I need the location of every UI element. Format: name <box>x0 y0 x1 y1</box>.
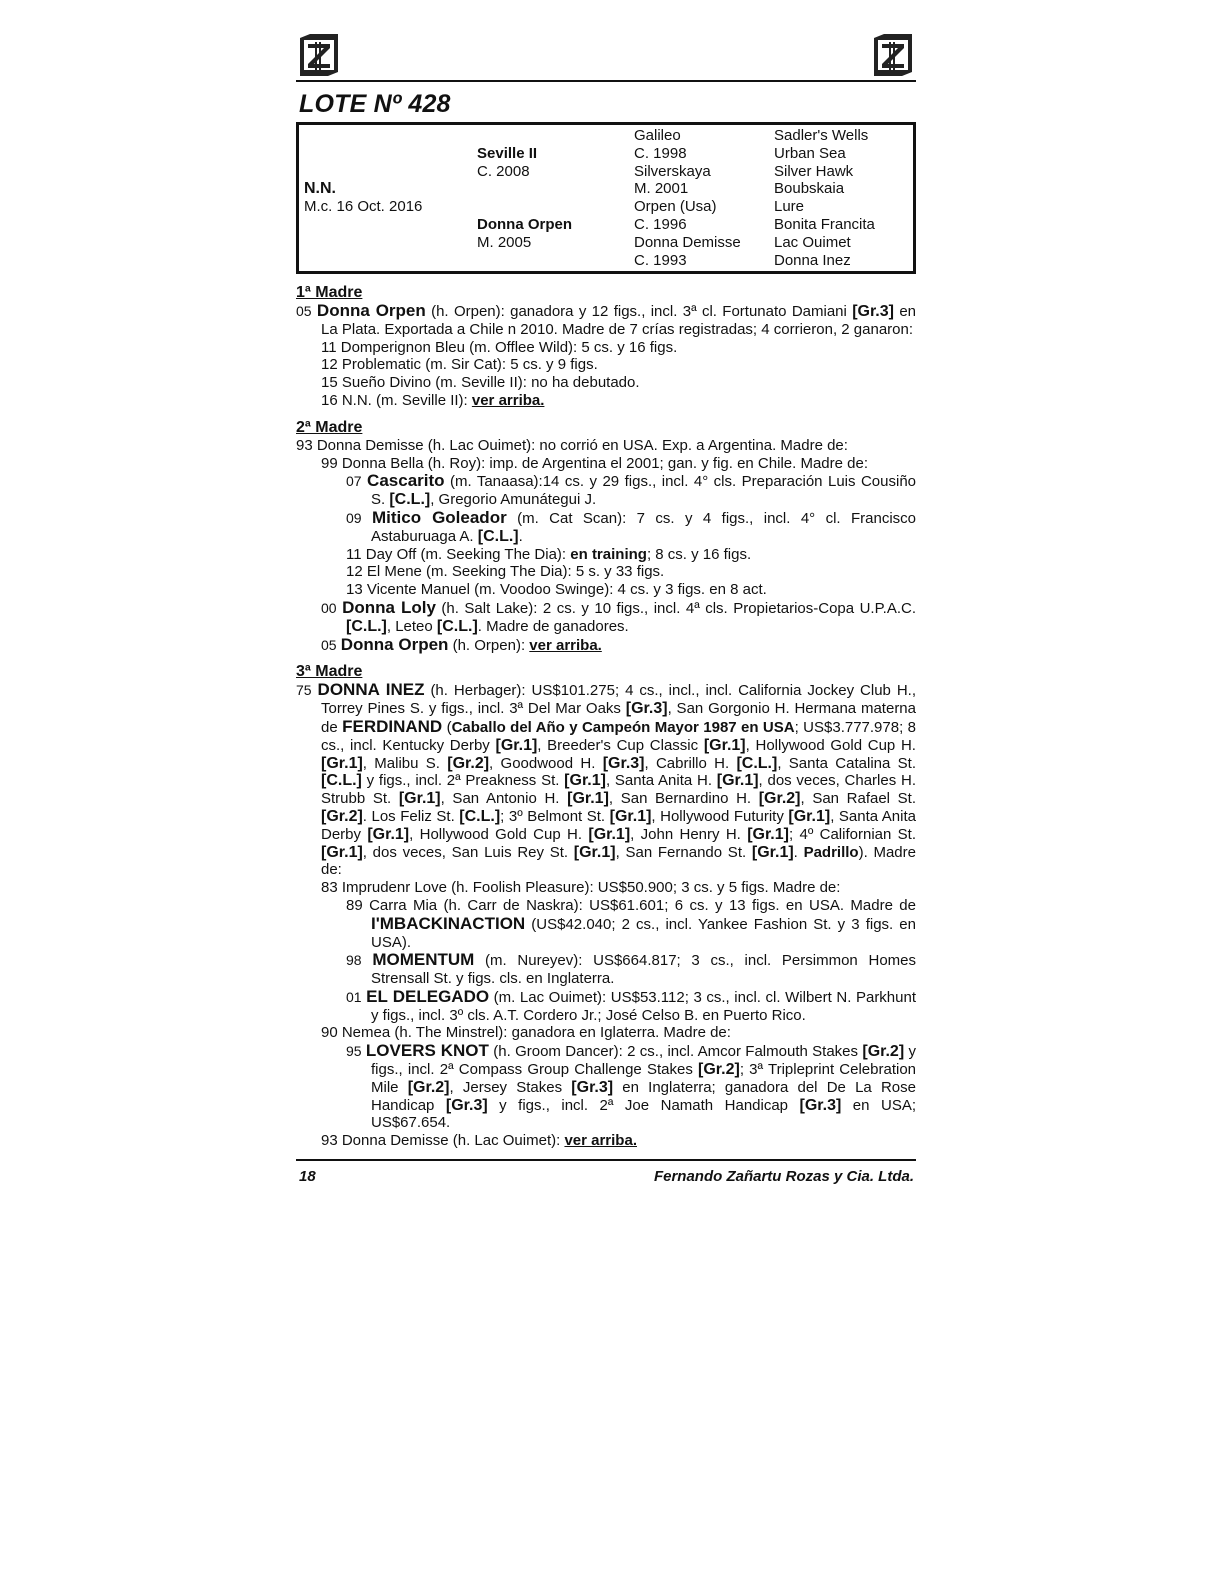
pedigree-cell: Silverskaya <box>634 162 711 180</box>
list-item: 83 Imprudenr Love (h. Foolish Pleasure): US$50.900; 3 cs. y 5 figs. Madre de: <box>321 879 841 897</box>
list-item: 93 Donna Demisse (h. Lac Ouimet): ver arriba. <box>321 1132 637 1150</box>
pedigree-col-parents <box>477 127 572 252</box>
section-title: 1ª Madre <box>296 284 363 301</box>
logo-icon <box>870 32 916 76</box>
list-item: 05 Donna Orpen (h. Orpen): ver arriba. <box>321 634 602 654</box>
section-title: 3ª Madre <box>296 663 363 681</box>
dam-entry: 75 DONNA INEZ (h. Herbager): US$101.275; 4 cs., incl., incl. California Jockey Club H., Torrey Pines S. y figs., incl. 3ª Del Mar Oaks [Gr.3], San Gorgonio H. Hermana materna de FERDINAND (Caballo del Año y Campeón Mayor 1987 en USA; US$3.777.978; 8 cs., incl. Kentucky Derby [Gr.1], Breeder's Cup Classic [Gr.1], Hollywood Gold Cup H. [Gr.1], Malibu S. [Gr.2], Goodwood H. [Gr.3], Cabrillo H. [C.L.], Santa Catalina St. [C.L.] y figs., incl. 2ª Preakness St. [Gr.1], Santa Anita H. [Gr.1], dos veces, Charles H. Strubb St. [Gr.1], San Antonio H. [Gr.1], San Bernardino H. [Gr.2], San Rafael St. [Gr.2]. Los Feliz St. [C.L.]; 3º Belmont St. [Gr.1], Hollywood Futurity [Gr.1], Santa Anita Derby [Gr.1], Hollywood Gold Cup H. [Gr.1], John Henry H. [Gr.1]; 4º Californian St. [Gr.1], dos veces, San Luis Rey St. [Gr.1], San Fernando St. [Gr.1]. Padrillo). Madre de: <box>296 680 917 879</box>
dam-entry: 93 Donna Demisse (h. Lac Ouimet): no corrió en USA. Exp. a Argentina. Madre de: <box>296 436 848 454</box>
list-item: 15 Sueño Divino (m. Seville II): no ha debutado. <box>321 374 640 392</box>
list-item: 09 Mitico Goleador (m. Cat Scan): 7 cs. y 4 figs., incl. 4° cl. Francisco Astaburuaga A. [C.L.]. <box>346 507 916 545</box>
pedigree-col-great-grandparents <box>774 127 875 269</box>
list-item: 11 Domperignon Bleu (m. Offlee Wild): 5 cs. y 16 figs. <box>321 338 678 356</box>
dam-entry: 05 Donna Orpen (h. Orpen): ganadora y 12 figs., incl. 3ª cl. Fortunato Damiani [Gr.3] en La Plata. Exportada a Chile n 2010. Madre de 7 crías registradas; 4 corrieron, 2 ganaron: <box>296 301 917 338</box>
list-item: 11 Day Off (m. Seeking The Dia): en training; 8 cs. y 16 figs. <box>346 545 752 563</box>
horse-name: N.N. <box>304 180 336 198</box>
pedigree-cell: Silver Hawk <box>774 162 854 180</box>
horse-desc: M.c. 16 Oct. 2016 <box>304 198 423 216</box>
lot-title: LOTE Nº 428 <box>299 90 451 118</box>
section-first-dam <box>296 284 916 410</box>
list-item: 12 Problematic (m. Sir Cat): 5 cs. y 9 figs. <box>321 356 598 374</box>
list-item: 13 Vicente Manuel (m. Voodoo Swinge): 4 cs. y 3 figs. en 8 act. <box>346 581 767 599</box>
pedigree-cell: Sadler's Wells <box>774 127 869 144</box>
page-footer <box>296 1159 916 1185</box>
pedigree-cell: Lac Ouimet <box>774 233 851 251</box>
logo-icon <box>296 32 342 76</box>
list-item: 01 EL DELEGADO (m. Lac Ouimet): US$53.112; 3 cs., incl. cl. Wilbert N. Parkhunt y figs., incl. 3º cls. A.T. Cordero Jr.; José Celso B. en Puerto Rico. <box>346 986 917 1024</box>
pedigree-cell: Donna Inez <box>774 251 851 269</box>
sire-year: C. 2008 <box>477 162 530 180</box>
pedigree-cell: C. 1993 <box>634 251 687 269</box>
list-item: 98 MOMENTUM (m. Nureyev): US$664.817; 3 cs., incl. Persimmon Homes Strensall St. y figs. cls. en Inglaterra. <box>346 950 917 988</box>
pedigree-cell: Donna Demisse <box>634 233 741 251</box>
pedigree-col-horse <box>304 127 422 216</box>
section-title: 2ª Madre <box>296 418 363 436</box>
list-item: 99 Donna Bella (h. Roy): imp. de Argentina el 2001; gan. y fig. en Chile. Madre de: <box>321 454 868 472</box>
pedigree-cell: Galileo <box>634 127 681 144</box>
list-item: 07 Cascarito (m. Tanaasa):14 cs. y 29 figs., incl. 4° cls. Preparación Luis Cousiño S. [C.L.], Gregorio Amunátegui J. <box>346 471 916 509</box>
catalog-page <box>296 30 916 1150</box>
page-header <box>296 30 916 82</box>
list-item: 90 Nemea (h. The Minstrel): ganadora en Iglaterra. Madre de: <box>321 1024 731 1042</box>
list-item: 89 Carra Mia (h. Carr de Naskra): US$61.601; 6 cs. y 13 figs. en USA. Madre de I'MBACKINACTION (US$42.040; 2 cs., incl. Yankee Fashion St. y 3 figs. en USA). <box>346 896 916 951</box>
pedigree-cell: M. 2001 <box>634 180 689 198</box>
dam-name: Donna Orpen <box>477 215 573 233</box>
section-third-dam <box>296 663 916 1150</box>
section-second-dam <box>296 419 916 655</box>
list-item: 95 LOVERS KNOT (h. Groom Dancer): 2 cs., incl. Amcor Falmouth Stakes [Gr.2] y figs., incl. 2ª Compass Group Challenge Stakes [Gr.2]; 3ª Tripleprint Celebration Mile [Gr.2], Jersey Stakes [Gr.3] en Inglaterra; ganadora del De La Rose Handicap [Gr.3] y figs., incl. 2ª Joe Namath Handicap [Gr.3] en USA; US$67.654. <box>346 1041 917 1132</box>
pedigree-table <box>296 122 916 274</box>
pedigree-cell: Orpen (Usa) <box>634 198 717 216</box>
pedigree-cell: Urban Sea <box>774 144 846 162</box>
pedigree-cell: Lure <box>774 198 805 216</box>
pedigree-cell: C. 1996 <box>634 215 687 233</box>
dam-year: M. 2005 <box>477 233 532 251</box>
list-item: 12 El Mene (m. Seeking The Dia): 5 s. y 33 figs. <box>346 563 665 581</box>
pedigree-cell: Boubskaia <box>774 180 845 198</box>
pedigree-cell: Bonita Francita <box>774 215 875 233</box>
page-number: 18 <box>299 1168 316 1185</box>
list-item: 16 N.N. (m. Seville II): ver arriba. <box>321 391 545 409</box>
sire-name: Seville II <box>477 144 538 162</box>
list-item: 00 Donna Loly (h. Salt Lake): 2 cs. y 10 figs., incl. 4ª cls. Propietarios-Copa U.P.A.C. [C.L.], Leteo [C.L.]. Madre de ganadores. <box>321 597 916 635</box>
pedigree-cell: C. 1998 <box>634 144 687 162</box>
company-name: Fernando Zañartu Rozas y Cia. Ltda. <box>653 1168 914 1185</box>
pedigree-col-grandparents <box>634 127 741 269</box>
